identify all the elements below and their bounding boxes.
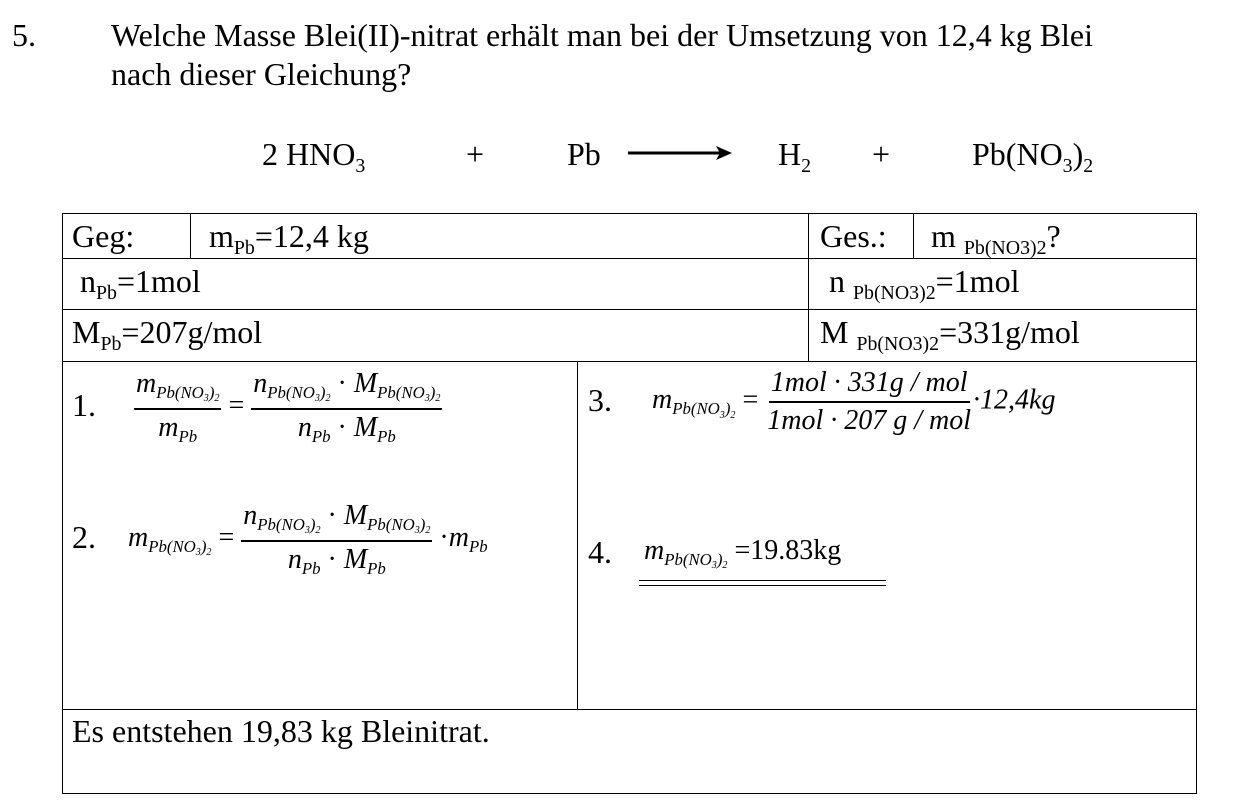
step-3-formula: $m_{Pb(NO_3)_2}$ = $\frac{\text{1mol · 331g / mol}}{\text{1mol · 207 g / mol}}$ ·12,4kg — [652, 367, 1056, 436]
step-4-result: $m_{Pb(NO_3)_2} =19.83kg$ — [644, 535, 842, 572]
question-number: 5. — [12, 17, 36, 53]
step-1-label: 1. — [72, 387, 96, 423]
product-pbno32: $Pb(NO_3)_2$ — [972, 136, 1094, 177]
double-underline-top — [639, 580, 886, 581]
amount-pb: $n_{Pb}=1mol$ — [80, 263, 201, 304]
amount-pbno32: n $_{Pb(NO3)2}$=1mol — [829, 263, 1020, 304]
wanted-label: Ges.: — [820, 218, 887, 254]
step-2-formula: $m_{Pb(NO_3)_2}$ = $\frac{n_{Pb(NO_3)_2} \cdot M_{Pb(NO_3)_2}}{n_{Pb} \cdot M_{Pb}}$ $\cdot m_{Pb}$ — [128, 500, 488, 578]
answer-sentence: Es entstehen 19,83 kg Bleinitrat. — [72, 713, 490, 749]
molar-mass-pbno32: M $_{Pb(NO3)2}$=331g/mol — [820, 314, 1080, 355]
step-4-label: 4. — [588, 534, 612, 570]
given-mass-pb: $m_{Pb}=12,4$ kg — [209, 218, 369, 259]
wanted-mass-pbno32: m $_{Pb(NO3)2}$? — [931, 218, 1061, 259]
reactant-hno3: 2 $HNO_3$ — [262, 136, 366, 177]
molar-mass-pb: $M_{Pb}=207g$/mol — [72, 314, 263, 355]
step-1-formula: $\frac{m_{Pb(NO_3)_2}}{m_{Pb}}$ = $\frac{n_{Pb(NO_3)_2} \cdot M_{Pb(NO_3)_2}}{n_{Pb} \cdot M_{Pb}}$ — [136, 368, 441, 446]
plus-sign-1: + — [466, 136, 485, 172]
given-label: Geg: — [72, 218, 135, 254]
reactant-pb: Pb — [567, 136, 601, 172]
step-2-label: 2. — [72, 519, 96, 555]
double-underline-bottom — [639, 585, 886, 586]
product-h2: $H_2$ — [778, 136, 812, 177]
step-3-label: 3. — [588, 382, 612, 418]
question-text-line2: nach dieser Gleichung? — [111, 56, 412, 92]
plus-sign-2: + — [872, 136, 891, 172]
question-text-line1: Welche Masse Blei(II)-nitrat erhält man bei der Umsetzung von 12,4 kg Blei — [111, 17, 1094, 53]
reaction-arrow-icon — [628, 143, 734, 163]
